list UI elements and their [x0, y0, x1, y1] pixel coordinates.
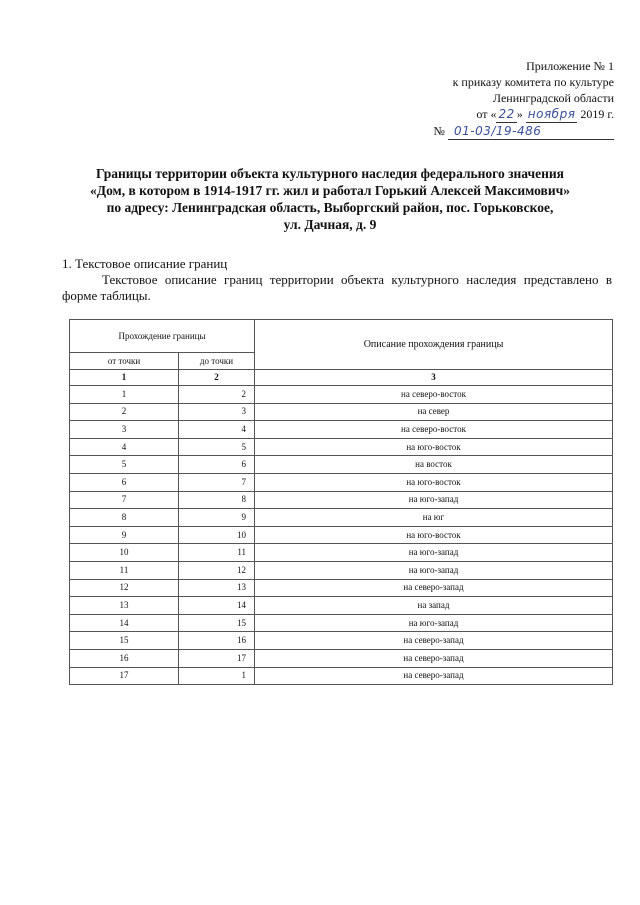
cell-description: на северо-запад	[255, 667, 613, 685]
table-row	[70, 473, 613, 491]
cell-to-point: 9	[179, 509, 255, 527]
date-month: ноября	[527, 107, 576, 121]
table-row	[70, 526, 613, 544]
cell-from-point: 4	[70, 438, 179, 456]
cell-from-point: 13	[70, 597, 179, 615]
table-row	[70, 597, 613, 615]
appendix-line-2: к приказу комитета по культуре	[452, 75, 614, 89]
table-row	[70, 544, 613, 562]
header-boundary-passage: Прохождение границы	[70, 320, 255, 353]
cell-description: на юго-восток	[255, 526, 613, 544]
cell-from-point: 3	[70, 421, 179, 439]
section-heading: 1. Текстовое описание границ	[62, 256, 228, 271]
cell-to-point: 10	[179, 526, 255, 544]
cell-description: на запад	[255, 597, 613, 615]
cell-to-point: 1	[179, 667, 255, 685]
cell-to-point: 17	[179, 649, 255, 667]
cell-to-point: 15	[179, 614, 255, 632]
cell-from-point: 16	[70, 649, 179, 667]
cell-description: на юго-запад	[255, 614, 613, 632]
cell-to-point: 13	[179, 579, 255, 597]
cell-description: на северо-запад	[255, 649, 613, 667]
cell-from-point: 5	[70, 456, 179, 474]
table-row	[70, 456, 613, 474]
cell-description: на юг	[255, 509, 613, 527]
cell-to-point: 11	[179, 544, 255, 562]
title-line-1: Границы территории объекта культурного наследия федерального значения	[96, 166, 564, 181]
title-line-2: «Дом, в котором в 1914-1917 гг. жил и работал Горький Алексей Максимович»	[90, 183, 570, 198]
cell-description: на северо-восток	[255, 386, 613, 404]
table-row	[70, 561, 613, 579]
column-number-3: 3	[255, 370, 613, 386]
cell-to-point: 7	[179, 473, 255, 491]
cell-from-point: 8	[70, 509, 179, 527]
cell-from-point: 17	[70, 667, 179, 685]
cell-from-point: 6	[70, 473, 179, 491]
boundary-table	[69, 319, 613, 685]
table-row	[70, 438, 613, 456]
table-row	[70, 386, 613, 404]
cell-to-point: 16	[179, 632, 255, 650]
column-number-row	[70, 370, 613, 386]
cell-to-point: 4	[179, 421, 255, 439]
cell-to-point: 8	[179, 491, 255, 509]
cell-from-point: 10	[70, 544, 179, 562]
cell-description: на северо-восток	[255, 421, 613, 439]
date-day: 22	[498, 107, 515, 121]
cell-description: на юго-восток	[255, 438, 613, 456]
cell-to-point: 5	[179, 438, 255, 456]
cell-description: на юго-запад	[255, 561, 613, 579]
title-line-4: ул. Дачная, д. 9	[283, 217, 377, 232]
date-year: 2019 г.	[580, 107, 614, 121]
cell-from-point: 15	[70, 632, 179, 650]
table-row	[70, 579, 613, 597]
header-to-point: до точки	[179, 353, 255, 370]
cell-from-point: 1	[70, 386, 179, 404]
date-prefix: от «	[476, 107, 497, 121]
title-line-3: по адресу: Ленинградская область, Выборгский район, пос. Горьковское,	[106, 200, 554, 215]
appendix-line-3: Ленинградской области	[492, 91, 614, 105]
table-row	[70, 509, 613, 527]
appendix-number-line	[314, 123, 614, 140]
header-description: Описание прохождения границы	[255, 320, 613, 370]
document-title	[40, 165, 620, 233]
header-from-point: от точки	[70, 353, 179, 370]
table-row	[70, 614, 613, 632]
table-row	[70, 667, 613, 685]
appendix-line-1: Приложение № 1	[526, 59, 614, 73]
cell-from-point: 12	[70, 579, 179, 597]
cell-to-point: 3	[179, 403, 255, 421]
table-row	[70, 403, 613, 421]
cell-description: на восток	[255, 456, 613, 474]
cell-to-point: 2	[179, 386, 255, 404]
column-number-1: 1	[70, 370, 179, 386]
cell-description: на северо-запад	[255, 632, 613, 650]
column-number-2: 2	[179, 370, 255, 386]
cell-description: на северо-запад	[255, 579, 613, 597]
cell-from-point: 11	[70, 561, 179, 579]
appendix-date-line	[314, 106, 614, 123]
cell-from-point: 7	[70, 491, 179, 509]
cell-from-point: 14	[70, 614, 179, 632]
cell-description: на север	[255, 403, 613, 421]
cell-description: на юго-запад	[255, 491, 613, 509]
order-number: 01-03/19-486	[448, 123, 614, 140]
cell-description: на юго-запад	[255, 544, 613, 562]
appendix-block	[314, 58, 614, 140]
text-description-section	[62, 256, 612, 304]
cell-description: на юго-восток	[255, 473, 613, 491]
table-row	[70, 421, 613, 439]
cell-to-point: 14	[179, 597, 255, 615]
section-paragraph: Текстовое описание границ территории объекта культурного наследия представлено в форме таблицы.	[62, 272, 612, 303]
table-row	[70, 649, 613, 667]
date-mid: »	[516, 107, 523, 121]
number-prefix: №	[433, 124, 445, 138]
cell-from-point: 2	[70, 403, 179, 421]
cell-to-point: 6	[179, 456, 255, 474]
cell-from-point: 9	[70, 526, 179, 544]
table-row	[70, 491, 613, 509]
table-row	[70, 632, 613, 650]
cell-to-point: 12	[179, 561, 255, 579]
